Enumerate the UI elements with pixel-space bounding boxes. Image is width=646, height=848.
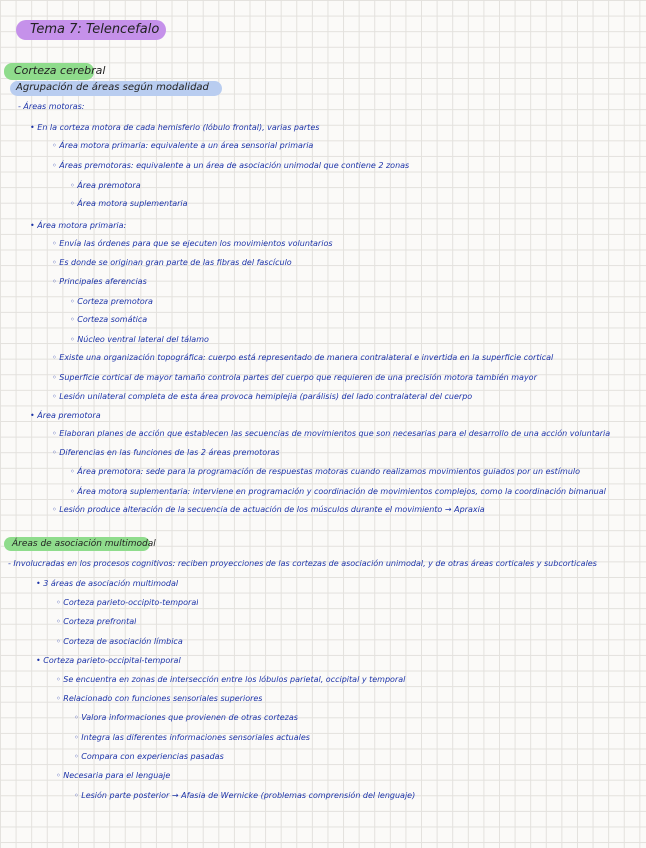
note-line: ◦ Área premotora: sede para la programación de respuestas motoras cuando realizamos movimientos guiados por un estímulo <box>70 467 581 476</box>
note-line: ◦ Lesión parte posterior → Afasia de Wernicke (problemas comprensión del lenguaje) <box>74 791 416 800</box>
note-line: ◦ Área motora suplementaria <box>70 199 188 208</box>
note-line: ◦ Se encuentra en zonas de intersección entre los lóbulos parietal, occipital y temporal <box>56 675 406 684</box>
note-line: - Áreas motoras: <box>18 102 85 111</box>
note-line: ◦ Corteza de asociación límbica <box>56 637 183 646</box>
note-line: ◦ Lesión unilateral completa de esta área provoca hemiplejia (parálisis) del lado contralateral del cuerpo <box>52 392 473 401</box>
note-line: ◦ Área motora suplementaria: interviene en programación y coordinación de movimientos complejos, como la coordinación bimanual <box>70 487 606 496</box>
note-line: ◦ Núcleo ventral lateral del tálamo <box>70 335 209 344</box>
note-line: ◦ Corteza prefrontal <box>56 617 137 626</box>
subsection-heading: Agrupación de áreas según modalidad <box>16 82 209 93</box>
note-line: • Área premotora <box>30 411 101 420</box>
note-line: ◦ Envía las órdenes para que se ejecuten los movimientos voluntarios <box>52 239 333 248</box>
note-line: • Área motora primaria: <box>30 221 127 230</box>
note-line: • En la corteza motora de cada hemisferio (lóbulo frontal), varias partes <box>30 123 320 132</box>
note-line: ◦ Área motora primaria: equivalente a un área sensorial primaria <box>52 141 314 150</box>
note-line: ◦ Compara con experiencias pasadas <box>74 752 224 761</box>
note-line: ◦ Superficie cortical de mayor tamaño controla partes del cuerpo que requieren de una precisión motora también mayor <box>52 373 537 382</box>
note-line: ◦ Necesaria para el lenguaje <box>56 771 171 780</box>
note-line: ◦ Relacionado con funciones sensoriales superiores <box>56 694 263 703</box>
note-line: ◦ Elaboran planes de acción que establecen las secuencias de movimientos que son necesarias para el desarrollo de una acción voluntaria <box>52 429 611 438</box>
section-heading: Áreas de asociación multimodal <box>12 539 156 549</box>
note-line: ◦ Diferencias en las funciones de las 2 áreas premotoras <box>52 448 280 457</box>
note-line: ◦ Valora informaciones que provienen de otras cortezas <box>74 713 298 722</box>
note-line: ◦ Corteza somática <box>70 315 148 324</box>
note-line: ◦ Principales aferencias <box>52 277 147 286</box>
note-line: - Involucradas en los procesos cognitivos: reciben proyecciones de las cortezas de asociación unimodal, y de otras áreas corticales y subcorticales <box>8 559 597 568</box>
note-line: ◦ Corteza parieto-occipito-temporal <box>56 598 199 607</box>
section-heading: Corteza cerebral <box>14 64 106 77</box>
page-title: Tema 7: Telencefalo <box>30 22 160 37</box>
note-line: ◦ Áreas premotoras: equivalente a un área de asociación unimodal que contiene 2 zonas <box>52 161 410 170</box>
note-line: ◦ Integra las diferentes informaciones sensoriales actuales <box>74 733 310 742</box>
note-line: ◦ Es donde se originan gran parte de las fibras del fascículo <box>52 258 292 267</box>
note-line: ◦ Existe una organización topográfica: cuerpo está representado de manera contralateral e invertida en la superficie cortical <box>52 353 554 362</box>
note-line: ◦ Corteza premotora <box>70 297 153 306</box>
note-line: • 3 áreas de asociación multimodal <box>36 579 179 588</box>
note-line: • Corteza parieto-occipital-temporal <box>36 656 181 665</box>
note-line: ◦ Lesión produce alteración de la secuencia de actuación de los músculos durante el movimiento → Apraxia <box>52 505 485 514</box>
note-line: ◦ Área premotora <box>70 181 141 190</box>
